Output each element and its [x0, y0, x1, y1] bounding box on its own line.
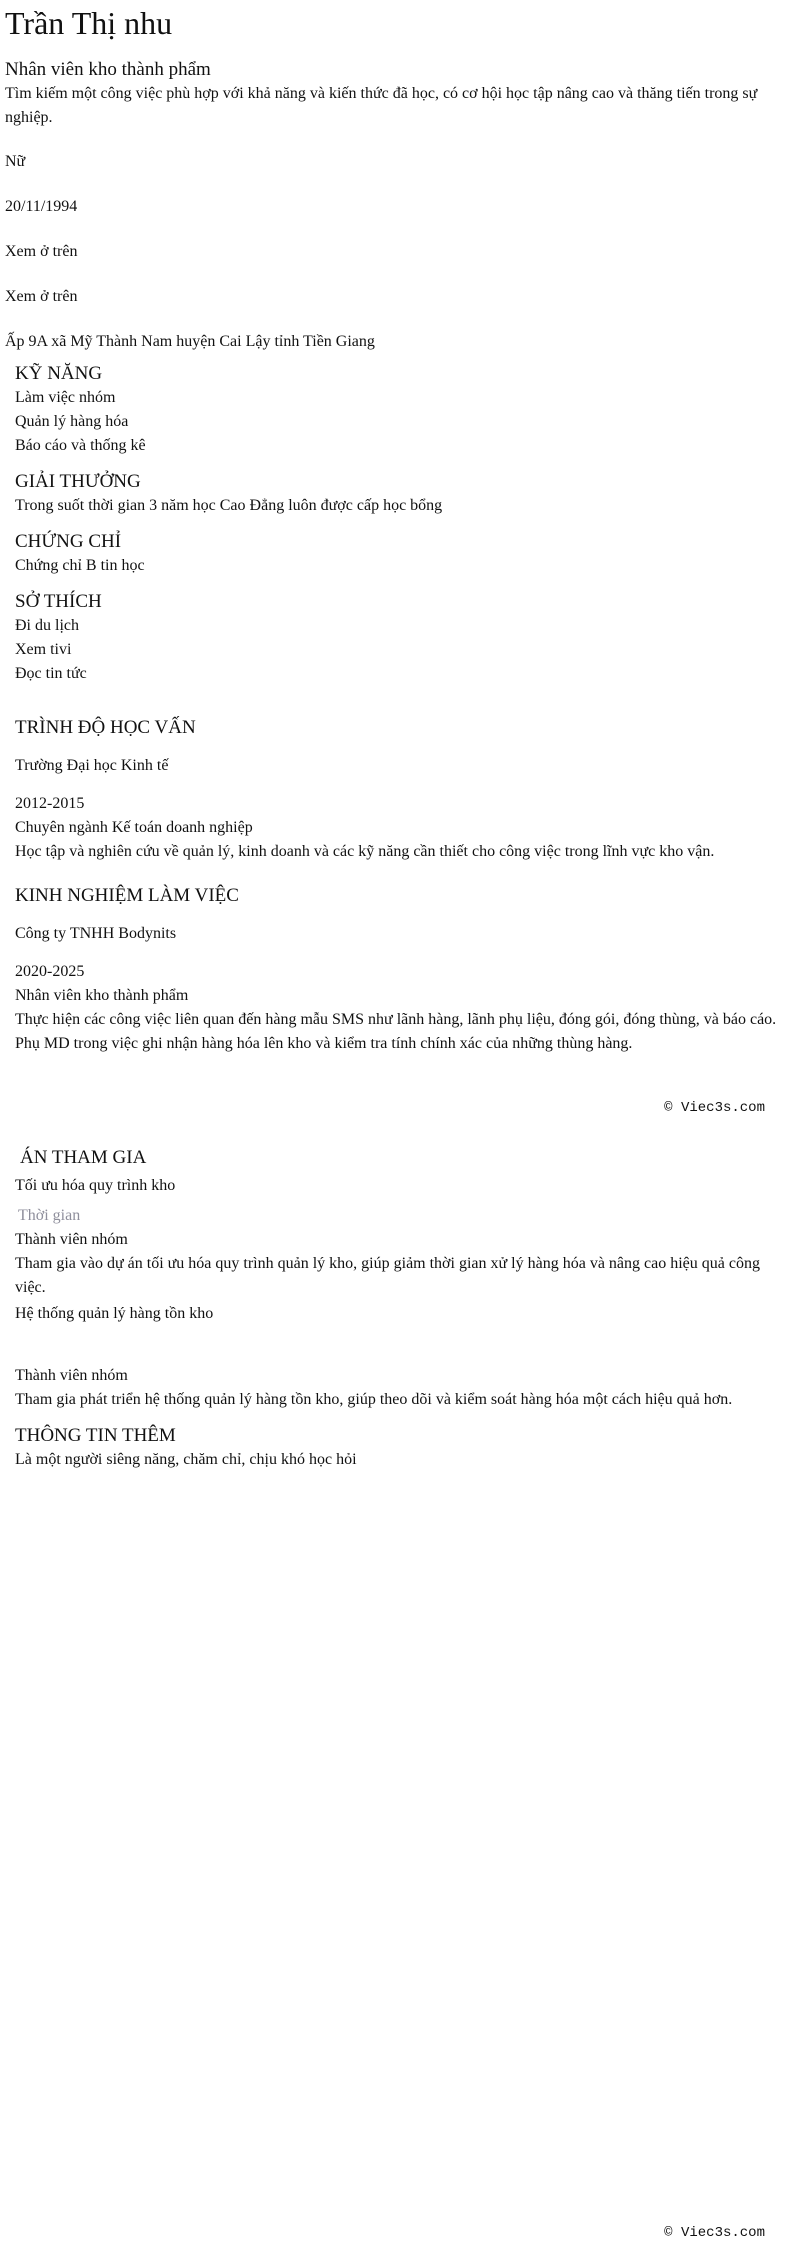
section-title: ÁN THAM GIA — [20, 1147, 147, 1168]
project-role: Thành viên nhóm — [15, 1367, 128, 1384]
project-time — [15, 1340, 785, 1364]
additional-info-section — [15, 1424, 785, 1472]
certificate-item: Chứng chỉ B tin học — [15, 557, 145, 574]
section-title: KINH NGHIỆM LÀM VIỆC — [15, 885, 239, 906]
phone: Xem ở trên — [5, 243, 78, 260]
watermark: © Viec3s.com — [664, 2225, 765, 2241]
education-period: 2012-2015 — [15, 795, 85, 812]
award-item: Trong suốt thời gian 3 năm học Cao Đẳng luôn được cấp học bổng — [15, 497, 443, 514]
skills-section — [15, 362, 785, 458]
awards-section — [15, 470, 785, 518]
gender: Nữ — [5, 153, 26, 170]
section-title: CHỨNG CHỈ — [15, 531, 122, 552]
section-title: THÔNG TIN THÊM — [15, 1425, 176, 1446]
experience-position: Nhân viên kho thành phẩm — [15, 987, 189, 1004]
project-description: Tham gia vào dự án tối ưu hóa quy trình quản lý kho, giúp giảm thời gian xử lý hàng hóa và nâng cao hiệu quả công việc. — [15, 1255, 760, 1296]
hobby-item: Đi du lịch — [15, 617, 79, 634]
school-name: Trường Đại học Kinh tế — [15, 757, 169, 774]
project-description: Tham gia phát triển hệ thống quản lý hàng tồn kho, giúp theo dõi và kiểm soát hàng hóa một cách hiệu quả hơn. — [15, 1391, 733, 1408]
email: Xem ở trên — [5, 288, 78, 305]
job-title: Nhân viên kho thành phẩm — [5, 59, 211, 80]
education-major: Chuyên ngành Kế toán doanh nghiệp — [15, 819, 253, 836]
section-title: SỞ THÍCH — [15, 591, 102, 612]
education-section — [15, 716, 785, 864]
watermark: © Viec3s.com — [664, 1100, 765, 1116]
project-name: Hệ thống quản lý hàng tồn kho — [15, 1305, 214, 1322]
birthdate: 20/11/1994 — [5, 198, 78, 215]
hobby-item: Đọc tin tức — [15, 665, 87, 682]
experience-period: 2020-2025 — [15, 963, 85, 980]
education-description: Học tập và nghiên cứu về quản lý, kinh doanh và các kỹ năng cần thiết cho công việc trong lĩnh vực kho vận. — [15, 843, 715, 860]
candidate-name: Trần Thị nhu — [5, 5, 173, 41]
hobby-item: Xem tivi — [15, 641, 72, 658]
project-role: Thành viên nhóm — [15, 1231, 128, 1248]
certificates-section — [15, 530, 785, 578]
resume-header — [0, 3, 800, 354]
projects-section — [15, 1146, 785, 1472]
skill-item: Làm việc nhóm — [15, 389, 116, 406]
career-objective: Tìm kiếm một công việc phù hợp với khả năng và kiến thức đã học, có cơ hội học tập nâng cao và thăng tiến trong sự nghiệp. — [5, 85, 758, 126]
section-title: GIẢI THƯỞNG — [15, 471, 141, 492]
company-name: Công ty TNHH Bodynits — [15, 925, 177, 942]
address: Ấp 9A xã Mỹ Thành Nam huyện Cai Lậy tỉnh Tiền Giang — [5, 333, 375, 350]
project-item — [15, 1302, 785, 1412]
hobbies-section — [15, 590, 785, 686]
skill-item: Quản lý hàng hóa — [15, 413, 129, 430]
section-title: TRÌNH ĐỘ HỌC VẤN — [15, 717, 196, 738]
section-title: KỸ NĂNG — [15, 363, 103, 384]
main-sections — [0, 716, 800, 1056]
experience-description: Thực hiện các công việc liên quan đến hàng mẫu SMS như lãnh hàng, lãnh phụ liệu, đóng gói, đóng thùng, và báo cáo. Phụ MD trong việc ghi nhận hàng hóa lên kho và kiểm tra tính chính xác của những thùng hàng. — [15, 1011, 777, 1052]
project-time: Thời gian — [18, 1207, 81, 1224]
experience-section — [15, 884, 785, 1056]
project-item — [15, 1174, 785, 1300]
skill-item: Báo cáo và thống kê — [15, 437, 146, 454]
project-name: Tối ưu hóa quy trình kho — [15, 1177, 176, 1194]
side-sections — [0, 362, 800, 686]
additional-info-text: Là một người siêng năng, chăm chỉ, chịu khó học hỏi — [15, 1451, 357, 1468]
